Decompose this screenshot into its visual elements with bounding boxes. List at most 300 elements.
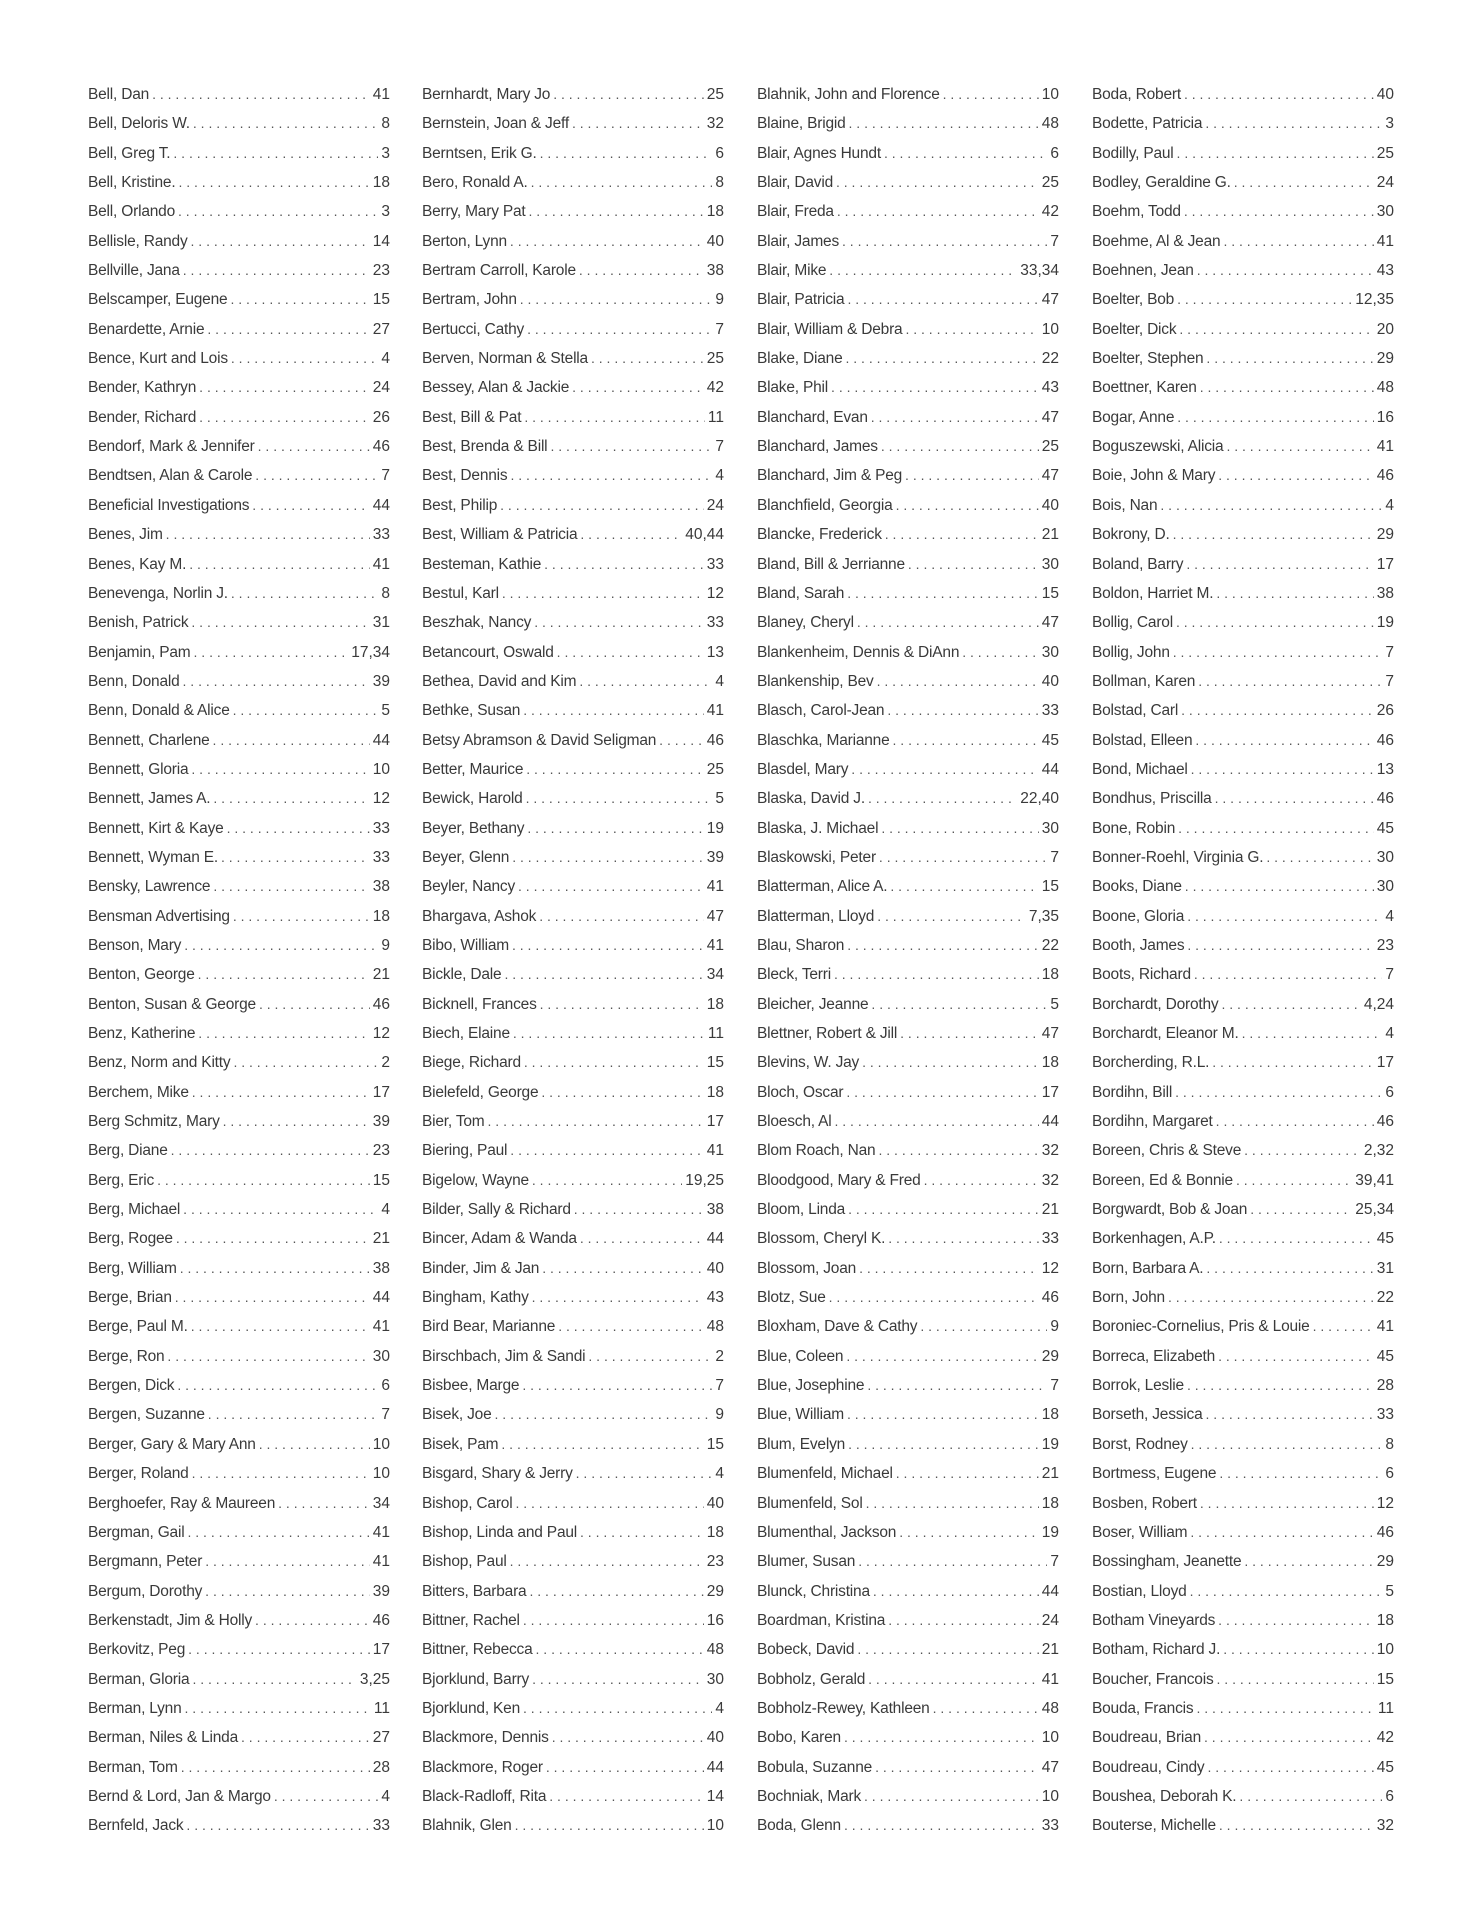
entry-page-number: 24 bbox=[1041, 1611, 1059, 1629]
entry-name: Boushea, Deborah K. bbox=[1092, 1787, 1237, 1805]
entry-page-number: 38 bbox=[706, 1201, 724, 1219]
index-entry bbox=[1092, 1371, 1394, 1400]
dot-leader bbox=[194, 638, 349, 667]
dot-leader bbox=[527, 315, 712, 344]
dot-leader bbox=[199, 403, 370, 432]
entry-page-number: 38 bbox=[1376, 584, 1394, 602]
entry-name: Bergum, Dorothy bbox=[88, 1582, 203, 1600]
dot-leader bbox=[896, 1459, 1039, 1488]
index-entry bbox=[757, 1078, 1059, 1107]
entry-page-number: 41 bbox=[372, 1553, 390, 1571]
index-entry bbox=[422, 520, 724, 549]
entry-name: Bethea, David and Kim bbox=[422, 672, 577, 690]
entry-name: Beyer, Glenn bbox=[422, 848, 510, 866]
entry-page-number: 7 bbox=[1385, 966, 1394, 984]
index-entry bbox=[1092, 1518, 1394, 1547]
index-entry bbox=[1092, 1665, 1394, 1694]
entry-name: Blettner, Robert & Jill bbox=[757, 1025, 898, 1042]
index-entry bbox=[1092, 1753, 1394, 1782]
entry-name: Benton, George bbox=[88, 966, 195, 984]
entry-page-number: 21 bbox=[1041, 1465, 1059, 1483]
dot-leader bbox=[878, 1136, 1038, 1165]
entry-page-number: 47 bbox=[1041, 614, 1059, 632]
index-entry bbox=[1092, 197, 1394, 226]
entry-name: Besteman, Kathie bbox=[422, 555, 542, 573]
entry-page-number: 3 bbox=[1385, 115, 1394, 133]
entry-name: Bolstad, Elleen bbox=[1092, 731, 1193, 749]
dot-leader bbox=[233, 902, 370, 931]
index-entry bbox=[422, 197, 724, 226]
index-entry bbox=[757, 491, 1059, 520]
index-entry bbox=[757, 960, 1059, 989]
entry-page-number: 8 bbox=[381, 115, 390, 133]
index-entry bbox=[88, 1811, 390, 1840]
entry-page-number: 40,44 bbox=[685, 526, 724, 544]
dot-leader bbox=[920, 1312, 1047, 1341]
entry-page-number: 45 bbox=[1041, 731, 1059, 749]
entry-name: Bonner-Roehl, Virginia G. bbox=[1092, 848, 1264, 866]
entry-name: Bertram, John bbox=[422, 291, 517, 309]
entry-page-number: 27 bbox=[372, 320, 390, 338]
entry-name: Blair, Agnes Hundt bbox=[757, 144, 881, 162]
index-entry bbox=[422, 1254, 724, 1283]
entry-name: Betancourt, Oswald bbox=[422, 643, 554, 661]
index-entry bbox=[422, 1577, 724, 1606]
index-entry bbox=[88, 755, 390, 784]
index-entry bbox=[1092, 373, 1394, 402]
entry-name: Biering, Paul bbox=[422, 1142, 508, 1160]
entry-name: Blahnik, John and Florence bbox=[757, 86, 940, 103]
entry-name: Blum, Evelyn bbox=[757, 1435, 846, 1453]
entry-name: Benjamin, Pam bbox=[88, 643, 191, 661]
dot-leader bbox=[526, 755, 704, 784]
index-entry bbox=[1092, 814, 1394, 843]
index-entry bbox=[422, 1547, 724, 1576]
entry-name: Blaschka, Marianne bbox=[757, 731, 890, 749]
entry-page-number: 44 bbox=[706, 1230, 724, 1248]
index-entry bbox=[757, 461, 1059, 490]
index-entry bbox=[88, 1489, 390, 1518]
entry-name: Blankenheim, Dennis & DiAnn bbox=[757, 643, 960, 661]
entry-page-number: 30 bbox=[706, 1670, 724, 1688]
entry-page-number: 31 bbox=[372, 614, 390, 632]
dot-leader bbox=[532, 1283, 704, 1312]
entry-name: Bloch, Oscar bbox=[757, 1083, 844, 1101]
index-entry bbox=[1092, 902, 1394, 931]
dot-leader bbox=[558, 1312, 704, 1341]
entry-page-number: 48 bbox=[1376, 379, 1394, 397]
dot-leader bbox=[908, 550, 1039, 579]
entry-page-number: 7 bbox=[715, 320, 724, 338]
index-entry bbox=[422, 960, 724, 989]
entry-name: Beyer, Bethany bbox=[422, 819, 525, 837]
dot-leader bbox=[552, 1723, 704, 1752]
entry-page-number: 47 bbox=[1041, 1758, 1059, 1776]
entry-name: Bergman, Gail bbox=[88, 1523, 185, 1541]
entry-name: Boelter, Bob bbox=[1092, 291, 1175, 309]
entry-name: Bostian, Lloyd bbox=[1092, 1582, 1187, 1600]
index-entry bbox=[1092, 550, 1394, 579]
entry-name: Boone, Gloria bbox=[1092, 907, 1185, 925]
dot-leader bbox=[859, 1254, 1039, 1283]
entry-page-number: 6 bbox=[1385, 1787, 1394, 1805]
index-entry bbox=[422, 1665, 724, 1694]
entry-page-number: 4 bbox=[1385, 1025, 1394, 1042]
entry-page-number: 41 bbox=[706, 702, 724, 720]
entry-page-number: 5 bbox=[1050, 995, 1059, 1013]
dot-leader bbox=[884, 139, 1047, 168]
entry-name: Boardman, Kristina bbox=[757, 1611, 886, 1629]
index-entry bbox=[757, 1459, 1059, 1488]
index-entry bbox=[757, 872, 1059, 901]
entry-page-number: 46 bbox=[1376, 467, 1394, 485]
dot-leader bbox=[1215, 784, 1374, 813]
entry-name: Bland, Sarah bbox=[757, 584, 845, 602]
dot-leader bbox=[881, 814, 1038, 843]
index-entry bbox=[422, 168, 724, 197]
index-entry bbox=[1092, 1136, 1394, 1165]
entry-page-number: 33 bbox=[706, 614, 724, 632]
entry-page-number: 41 bbox=[1041, 1670, 1059, 1688]
entry-page-number: 7 bbox=[1050, 1553, 1059, 1571]
entry-name: Bollig, Carol bbox=[1092, 614, 1173, 632]
entry-name: Blankenship, Bev bbox=[757, 672, 874, 690]
entry-page-number: 8 bbox=[381, 584, 390, 602]
entry-name: Bobula, Suzanne bbox=[757, 1758, 873, 1776]
dot-leader bbox=[495, 1400, 713, 1429]
dot-leader bbox=[550, 432, 712, 461]
entry-page-number: 20 bbox=[1376, 320, 1394, 338]
index-entry bbox=[757, 432, 1059, 461]
index-entry bbox=[88, 1224, 390, 1253]
dot-leader bbox=[207, 315, 369, 344]
entry-name: Blackmore, Dennis bbox=[422, 1729, 549, 1747]
entry-name: Best, Philip bbox=[422, 496, 498, 514]
dot-leader bbox=[541, 1078, 703, 1107]
entry-name: Bobo, Karen bbox=[757, 1729, 841, 1747]
entry-name: Benevenga, Norlin J. bbox=[88, 584, 228, 602]
entry-page-number: 7 bbox=[381, 1406, 390, 1424]
dot-leader bbox=[504, 960, 703, 989]
index-entry bbox=[88, 1048, 390, 1077]
entry-page-number: 33 bbox=[1041, 702, 1059, 720]
entry-page-number: 47 bbox=[706, 907, 724, 925]
index-entry bbox=[757, 197, 1059, 226]
entry-page-number: 7 bbox=[1050, 1377, 1059, 1395]
entry-page-number: 47 bbox=[1041, 1025, 1059, 1042]
dot-leader bbox=[1176, 608, 1374, 637]
entry-name: Blair, Mike bbox=[757, 262, 827, 280]
dot-leader bbox=[1219, 1459, 1382, 1488]
entry-name: Bortmess, Eugene bbox=[1092, 1465, 1217, 1483]
entry-name: Boudreau, Brian bbox=[1092, 1729, 1202, 1747]
index-entry bbox=[422, 1489, 724, 1518]
index-entry bbox=[422, 139, 724, 168]
dot-leader bbox=[252, 491, 369, 520]
dot-leader bbox=[205, 1547, 370, 1576]
entry-name: Bibo, William bbox=[422, 936, 509, 954]
entry-name: Bhargava, Ashok bbox=[422, 907, 537, 925]
entry-name: Benz, Katherine bbox=[88, 1025, 196, 1042]
entry-name: Blumer, Susan bbox=[757, 1553, 856, 1571]
index-entry bbox=[1092, 608, 1394, 637]
index-entry bbox=[1092, 1312, 1394, 1341]
index-entry bbox=[88, 638, 390, 667]
entry-page-number: 11 bbox=[707, 1025, 724, 1042]
index-entry bbox=[757, 139, 1059, 168]
entry-page-number: 10 bbox=[1376, 1641, 1394, 1659]
dot-leader bbox=[526, 784, 713, 813]
entry-page-number: 22 bbox=[1041, 350, 1059, 368]
dot-leader bbox=[924, 1166, 1039, 1195]
index-entry bbox=[422, 1195, 724, 1224]
index-entry bbox=[88, 1195, 390, 1224]
entry-name: Bessey, Alan & Jackie bbox=[422, 379, 570, 397]
entry-page-number: 27 bbox=[372, 1729, 390, 1747]
entry-name: Bjorklund, Barry bbox=[422, 1670, 530, 1688]
dot-leader bbox=[178, 197, 378, 226]
index-entry bbox=[422, 843, 724, 872]
dot-leader bbox=[171, 1136, 370, 1165]
dot-leader bbox=[527, 814, 703, 843]
entry-name: Blumenfeld, Michael bbox=[757, 1465, 893, 1483]
entry-name: Blair, David bbox=[757, 174, 833, 192]
entry-page-number: 44 bbox=[1041, 1582, 1059, 1600]
entry-name: Bernhardt, Mary Jo bbox=[422, 86, 551, 103]
index-entry bbox=[1092, 1459, 1394, 1488]
entry-page-number: 32 bbox=[1041, 1171, 1059, 1189]
index-entry bbox=[422, 814, 724, 843]
entry-name: Blom Roach, Nan bbox=[757, 1142, 876, 1160]
entry-name: Blackmore, Roger bbox=[422, 1758, 543, 1776]
dot-leader bbox=[1196, 1694, 1374, 1723]
index-entry bbox=[757, 1489, 1059, 1518]
dot-leader bbox=[259, 1430, 370, 1459]
entry-name: Blair, James bbox=[757, 232, 840, 250]
entry-page-number: 10 bbox=[1041, 1787, 1059, 1805]
entry-name: Bodilly, Paul bbox=[1092, 144, 1174, 162]
entry-page-number: 18 bbox=[706, 1523, 724, 1541]
index-entry bbox=[1092, 344, 1394, 373]
entry-name: Blevins, W. Jay bbox=[757, 1054, 860, 1072]
entry-page-number: 48 bbox=[1041, 115, 1059, 133]
index-entry bbox=[757, 1635, 1059, 1664]
index-entry bbox=[422, 696, 724, 725]
dot-leader bbox=[831, 373, 1039, 402]
entry-name: Bolstad, Carl bbox=[1092, 702, 1179, 720]
entry-name: Blunck, Christina bbox=[757, 1582, 870, 1600]
entry-page-number: 8 bbox=[715, 174, 724, 192]
entry-page-number: 30 bbox=[372, 1347, 390, 1365]
entry-name: Bilder, Sally & Richard bbox=[422, 1201, 571, 1219]
index-entry bbox=[757, 1224, 1059, 1253]
index-entry bbox=[757, 1577, 1059, 1606]
entry-page-number: 48 bbox=[706, 1318, 724, 1336]
entry-page-number: 19 bbox=[706, 819, 724, 837]
dot-leader bbox=[181, 1753, 370, 1782]
entry-page-number: 48 bbox=[706, 1641, 724, 1659]
dot-leader bbox=[1173, 520, 1374, 549]
entry-page-number: 41 bbox=[706, 1142, 724, 1160]
entry-page-number: 11 bbox=[707, 408, 724, 426]
entry-page-number: 31 bbox=[1376, 1259, 1394, 1277]
entry-name: Bell, Kristine. bbox=[88, 174, 176, 192]
entry-name: Berman, Tom bbox=[88, 1758, 178, 1776]
entry-name: Bloom, Linda bbox=[757, 1201, 846, 1219]
index-entry bbox=[757, 285, 1059, 314]
index-entry bbox=[757, 696, 1059, 725]
entry-page-number: 44 bbox=[372, 1289, 390, 1307]
dot-leader bbox=[488, 1107, 704, 1136]
dot-leader bbox=[230, 285, 369, 314]
dot-leader bbox=[187, 1518, 369, 1547]
index-entry bbox=[422, 784, 724, 813]
index-entry bbox=[1092, 843, 1394, 872]
index-entry bbox=[1092, 990, 1394, 1019]
entry-name: Benes, Jim bbox=[88, 526, 163, 544]
entry-name: Bittner, Rebecca bbox=[422, 1641, 533, 1659]
index-entry bbox=[1092, 461, 1394, 490]
index-entry bbox=[757, 1430, 1059, 1459]
dot-leader bbox=[259, 990, 370, 1019]
index-entry bbox=[1092, 1489, 1394, 1518]
dot-leader bbox=[1244, 1136, 1361, 1165]
entry-name: Bellisle, Randy bbox=[88, 232, 188, 250]
dot-leader bbox=[1187, 902, 1382, 931]
entry-page-number: 38 bbox=[706, 262, 724, 280]
entry-name: Boie, John & Mary bbox=[1092, 467, 1216, 485]
index-entry bbox=[757, 1723, 1059, 1752]
dot-leader bbox=[213, 784, 369, 813]
dot-leader bbox=[258, 432, 370, 461]
dot-leader bbox=[829, 1283, 1039, 1312]
dot-leader bbox=[905, 461, 1039, 490]
entry-page-number: 32 bbox=[1041, 1142, 1059, 1160]
dot-leader bbox=[223, 1107, 370, 1136]
entry-name: Blair, Freda bbox=[757, 203, 834, 221]
entry-page-number: 43 bbox=[1041, 379, 1059, 397]
index-entry bbox=[88, 960, 390, 989]
index-entry bbox=[88, 1400, 390, 1429]
index-entry bbox=[757, 1136, 1059, 1165]
entry-name: Blanchard, James bbox=[757, 438, 878, 456]
entry-page-number: 21 bbox=[372, 966, 390, 984]
entry-name: Bisbee, Marge bbox=[422, 1377, 520, 1395]
entry-page-number: 8 bbox=[1385, 1435, 1394, 1453]
index-entry bbox=[1092, 1430, 1394, 1459]
dot-leader bbox=[1244, 1547, 1373, 1576]
dot-leader bbox=[166, 520, 370, 549]
entry-name: Berge, Ron bbox=[88, 1347, 165, 1365]
dot-leader bbox=[177, 1371, 378, 1400]
entry-page-number: 30 bbox=[1376, 848, 1394, 866]
entry-page-number: 48 bbox=[1041, 1699, 1059, 1717]
entry-page-number: 25 bbox=[706, 760, 724, 778]
index-entry bbox=[1092, 315, 1394, 344]
entry-page-number: 38 bbox=[372, 878, 390, 896]
dot-leader bbox=[1173, 638, 1383, 667]
index-entry bbox=[757, 1195, 1059, 1224]
index-entry bbox=[1092, 1019, 1394, 1048]
entry-name: Bestul, Karl bbox=[422, 584, 499, 602]
entry-page-number: 9 bbox=[381, 936, 390, 954]
entry-page-number: 30 bbox=[1376, 878, 1394, 896]
index-entry bbox=[1092, 256, 1394, 285]
index-entry bbox=[1092, 1400, 1394, 1429]
dot-leader bbox=[1177, 285, 1352, 314]
entry-name: Bleicher, Jeanne bbox=[757, 995, 869, 1013]
index-entry bbox=[757, 1107, 1059, 1136]
index-entry bbox=[88, 872, 390, 901]
entry-page-number: 6 bbox=[1385, 1083, 1394, 1101]
entry-page-number: 24 bbox=[706, 496, 724, 514]
dot-leader bbox=[933, 1694, 1039, 1723]
entry-name: Bois, Nan bbox=[1092, 496, 1158, 514]
entry-page-number: 2,32 bbox=[1363, 1142, 1394, 1160]
entry-page-number: 41 bbox=[372, 1318, 390, 1336]
entry-name: Benish, Patrick bbox=[88, 614, 189, 632]
entry-page-number: 6 bbox=[381, 1377, 390, 1395]
index-entry bbox=[757, 755, 1059, 784]
dot-leader bbox=[185, 1694, 371, 1723]
dot-leader bbox=[1198, 667, 1382, 696]
index-entry bbox=[757, 902, 1059, 931]
dot-leader bbox=[510, 227, 704, 256]
entry-name: Bielefeld, George bbox=[422, 1083, 539, 1101]
index-entry bbox=[88, 1342, 390, 1371]
entry-page-number: 25 bbox=[1376, 144, 1394, 162]
dot-leader bbox=[278, 1489, 370, 1518]
entry-name: Bell, Orlando bbox=[88, 203, 176, 221]
dot-leader bbox=[836, 168, 1039, 197]
entry-page-number: 25 bbox=[1041, 438, 1059, 456]
dot-leader bbox=[834, 1107, 1038, 1136]
index-entry bbox=[1092, 579, 1394, 608]
index-entry bbox=[757, 109, 1059, 138]
dot-leader bbox=[523, 696, 704, 725]
entry-name: Borrok, Leslie bbox=[1092, 1377, 1184, 1395]
entry-name: Blasdel, Mary bbox=[757, 760, 849, 778]
dot-leader bbox=[186, 1811, 369, 1840]
index-column-1 bbox=[88, 80, 390, 1841]
dot-leader bbox=[1187, 931, 1373, 960]
dot-leader bbox=[579, 667, 712, 696]
entry-page-number: 46 bbox=[1376, 731, 1394, 749]
entry-name: Borseth, Jessica bbox=[1092, 1406, 1203, 1424]
entry-name: Boehm, Todd bbox=[1092, 203, 1181, 221]
dot-leader bbox=[857, 1635, 1038, 1664]
entry-name: Bochniak, Mark bbox=[757, 1787, 862, 1805]
entry-name: Blau, Sharon bbox=[757, 936, 845, 954]
entry-name: Beyler, Nancy bbox=[422, 878, 516, 896]
index-entry bbox=[1092, 1723, 1394, 1752]
entry-name: Bennett, Kirt & Kaye bbox=[88, 819, 224, 837]
index-entry bbox=[88, 579, 390, 608]
dot-leader bbox=[532, 1665, 704, 1694]
entry-page-number: 41 bbox=[1376, 1318, 1394, 1336]
dot-leader bbox=[233, 1048, 378, 1077]
entry-page-number: 6 bbox=[1385, 1465, 1394, 1483]
index-entry bbox=[422, 726, 724, 755]
entry-page-number: 5 bbox=[1385, 1582, 1394, 1600]
dot-leader bbox=[539, 902, 704, 931]
index-entry bbox=[757, 373, 1059, 402]
entry-name: Blanchard, Jim & Peg bbox=[757, 467, 903, 485]
dot-leader bbox=[868, 784, 1017, 813]
entry-page-number: 12 bbox=[1376, 1494, 1394, 1512]
entry-page-number: 39 bbox=[372, 1113, 390, 1131]
entry-page-number: 9 bbox=[715, 1406, 724, 1424]
